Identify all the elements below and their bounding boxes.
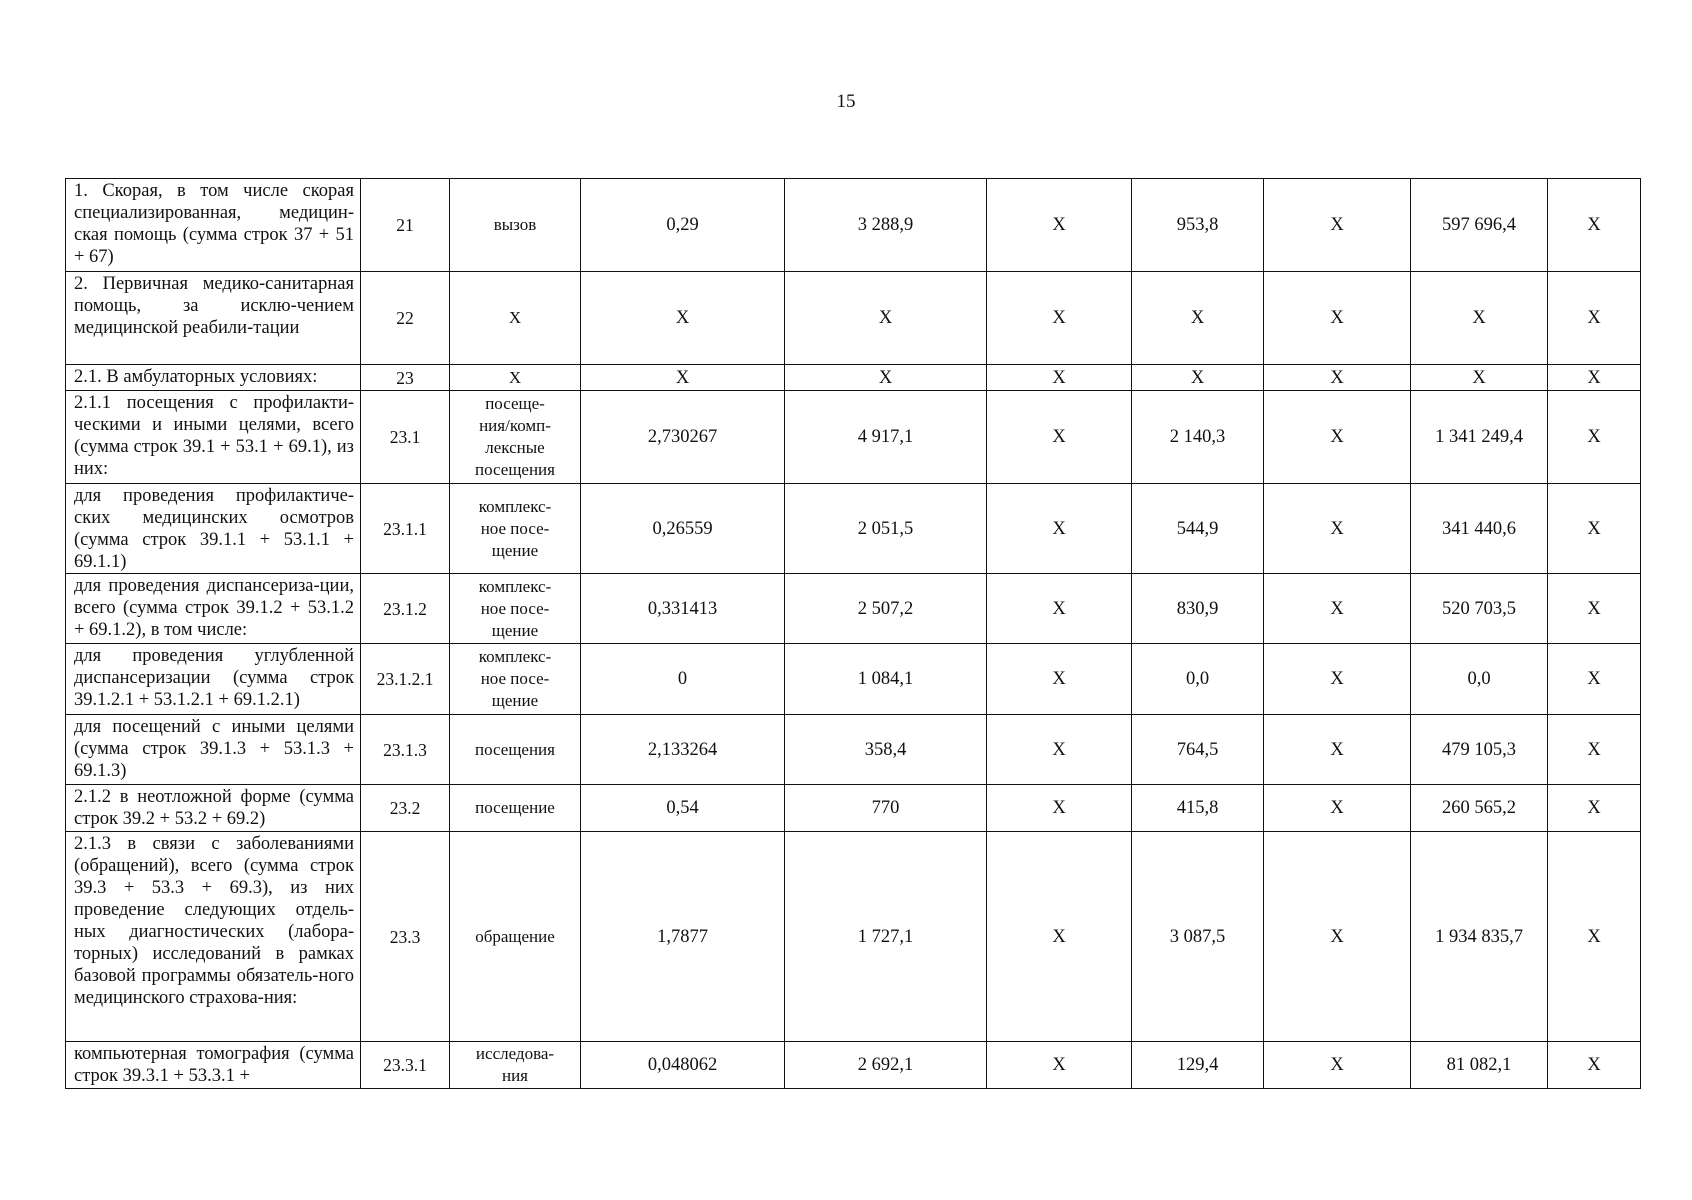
row-value-cell-v4: Х — [1132, 272, 1264, 365]
row-value-cell-v3: Х — [987, 785, 1132, 832]
row-value-cell-v7: Х — [1548, 484, 1641, 574]
row-value-cell-v4: 0,0 — [1132, 644, 1264, 715]
row-code-cell-code: 23.1.2 — [361, 574, 450, 644]
row-code-cell-code: 23 — [361, 365, 450, 391]
row-value-cell-v1: 0,048062 — [581, 1042, 785, 1089]
row-name-cell-name: для проведения профилактиче-ских медицинских осмотров (сумма строк 39.1.1 + 53.1.1 + 69.1.1) — [66, 484, 361, 574]
row-name-cell-name: для проведения углубленной диспансеризации (сумма строк 39.1.2.1 + 53.1.2.1 + 69.1.2.1) — [66, 644, 361, 715]
row-unit-cell-unit: обращение — [450, 832, 581, 1042]
row-value-cell-v5: Х — [1264, 272, 1411, 365]
row-value-cell-v7: Х — [1548, 785, 1641, 832]
row-value-cell-v3: Х — [987, 644, 1132, 715]
row-unit-cell-unit: Х — [450, 365, 581, 391]
row-value-cell-v4: 415,8 — [1132, 785, 1264, 832]
row-value-cell-v6: Х — [1411, 272, 1548, 365]
row-code-cell-code: 23.2 — [361, 785, 450, 832]
row-value-cell-v6: 597 696,4 — [1411, 179, 1548, 272]
row-value-cell-v1: 2,133264 — [581, 715, 785, 785]
row-value-cell-v2: 2 692,1 — [785, 1042, 987, 1089]
row-value-cell-v3: Х — [987, 1042, 1132, 1089]
row-name-cell-name: 1. Скорая, в том числе скорая специализированная, медицин-ская помощь (сумма строк 37 + 51 + 67) — [66, 179, 361, 272]
row-value-cell-v1: 0,331413 — [581, 574, 785, 644]
row-unit-cell-unit: посещения — [450, 715, 581, 785]
row-name-cell-name: 2. Первичная медико-санитарная помощь, за исклю-чением медицинской реабили-тации — [66, 272, 361, 365]
table-row — [66, 484, 1641, 574]
row-value-cell-v4: 2 140,3 — [1132, 391, 1264, 484]
row-value-cell-v6: 1 934 835,7 — [1411, 832, 1548, 1042]
row-value-cell-v1: Х — [581, 272, 785, 365]
row-value-cell-v5: Х — [1264, 484, 1411, 574]
row-value-cell-v2: Х — [785, 272, 987, 365]
row-value-cell-v6: 479 105,3 — [1411, 715, 1548, 785]
row-code-cell-code: 22 — [361, 272, 450, 365]
row-name-cell-name: для посещений с иными целями (сумма строк 39.1.3 + 53.1.3 + 69.1.3) — [66, 715, 361, 785]
row-value-cell-v3: Х — [987, 715, 1132, 785]
row-code-cell-code: 23.3.1 — [361, 1042, 450, 1089]
row-value-cell-v2: Х — [785, 365, 987, 391]
row-value-cell-v3: Х — [987, 574, 1132, 644]
row-value-cell-v2: 2 507,2 — [785, 574, 987, 644]
row-value-cell-v7: Х — [1548, 272, 1641, 365]
row-value-cell-v6: 81 082,1 — [1411, 1042, 1548, 1089]
row-value-cell-v7: Х — [1548, 179, 1641, 272]
row-unit-cell-unit: комплекс- ное посе- щение — [450, 644, 581, 715]
table-row — [66, 179, 1641, 272]
table-row — [66, 832, 1641, 1042]
row-value-cell-v6: 260 565,2 — [1411, 785, 1548, 832]
row-value-cell-v5: Х — [1264, 785, 1411, 832]
row-value-cell-v5: Х — [1264, 574, 1411, 644]
row-value-cell-v6: 0,0 — [1411, 644, 1548, 715]
row-value-cell-v2: 1 727,1 — [785, 832, 987, 1042]
row-value-cell-v7: Х — [1548, 365, 1641, 391]
row-name-cell-name: компьютерная томография (сумма строк 39.3.1 + 53.3.1 + — [66, 1042, 361, 1089]
row-value-cell-v5: Х — [1264, 391, 1411, 484]
row-value-cell-v2: 358,4 — [785, 715, 987, 785]
row-value-cell-v7: Х — [1548, 644, 1641, 715]
table-row — [66, 574, 1641, 644]
row-value-cell-v6: 520 703,5 — [1411, 574, 1548, 644]
row-value-cell-v7: Х — [1548, 574, 1641, 644]
row-value-cell-v5: Х — [1264, 179, 1411, 272]
row-name-cell-name: 2.1. В амбулаторных условиях: — [66, 365, 361, 391]
row-value-cell-v1: 0,26559 — [581, 484, 785, 574]
row-name-cell-name: 2.1.3 в связи с заболеваниями (обращений), всего (сумма строк 39.3 + 53.3 + 69.3), из них проведение следующих отдель-ных диагностических (лабора-торных) исследований в рамках базовой программы обязатель-ного медицинского страхова-ния: — [66, 832, 361, 1042]
row-value-cell-v4: 129,4 — [1132, 1042, 1264, 1089]
row-value-cell-v2: 1 084,1 — [785, 644, 987, 715]
row-value-cell-v5: Х — [1264, 365, 1411, 391]
row-value-cell-v1: 2,730267 — [581, 391, 785, 484]
row-value-cell-v7: Х — [1548, 715, 1641, 785]
table-row — [66, 644, 1641, 715]
row-value-cell-v6: 1 341 249,4 — [1411, 391, 1548, 484]
row-code-cell-code: 23.1.1 — [361, 484, 450, 574]
row-value-cell-v6: 341 440,6 — [1411, 484, 1548, 574]
table-row — [66, 391, 1641, 484]
row-value-cell-v4: 830,9 — [1132, 574, 1264, 644]
row-value-cell-v4: Х — [1132, 365, 1264, 391]
row-code-cell-code: 23.1.2.1 — [361, 644, 450, 715]
row-value-cell-v1: Х — [581, 365, 785, 391]
row-value-cell-v5: Х — [1264, 715, 1411, 785]
row-value-cell-v2: 3 288,9 — [785, 179, 987, 272]
row-unit-cell-unit: комплекс- ное посе- щение — [450, 484, 581, 574]
page-number: 15 — [836, 91, 856, 112]
row-value-cell-v3: Х — [987, 391, 1132, 484]
row-value-cell-v7: Х — [1548, 832, 1641, 1042]
row-value-cell-v1: 0,54 — [581, 785, 785, 832]
table-row — [66, 715, 1641, 785]
row-value-cell-v2: 770 — [785, 785, 987, 832]
row-value-cell-v5: Х — [1264, 1042, 1411, 1089]
row-value-cell-v2: 4 917,1 — [785, 391, 987, 484]
row-value-cell-v4: 764,5 — [1132, 715, 1264, 785]
row-code-cell-code: 21 — [361, 179, 450, 272]
row-name-cell-name: 2.1.1 посещения с профилакти-ческими и иными целями, всего (сумма строк 39.1 + 53.1 + 69.1), из них: — [66, 391, 361, 484]
row-value-cell-v1: 0,29 — [581, 179, 785, 272]
row-value-cell-v1: 1,7877 — [581, 832, 785, 1042]
row-name-cell-name: для проведения диспансериза-ции, всего (сумма строк 39.1.2 + 53.1.2 + 69.1.2), в том числе: — [66, 574, 361, 644]
row-value-cell-v5: Х — [1264, 832, 1411, 1042]
row-value-cell-v7: Х — [1548, 391, 1641, 484]
row-value-cell-v3: Х — [987, 832, 1132, 1042]
row-value-cell-v1: 0 — [581, 644, 785, 715]
row-value-cell-v3: Х — [987, 484, 1132, 574]
row-value-cell-v4: 544,9 — [1132, 484, 1264, 574]
row-value-cell-v6: Х — [1411, 365, 1548, 391]
row-value-cell-v5: Х — [1264, 644, 1411, 715]
row-code-cell-code: 23.3 — [361, 832, 450, 1042]
row-unit-cell-unit: исследова- ния — [450, 1042, 581, 1089]
table-row — [66, 272, 1641, 365]
table-row — [66, 785, 1641, 832]
row-unit-cell-unit: посещение — [450, 785, 581, 832]
row-value-cell-v3: Х — [987, 365, 1132, 391]
row-value-cell-v7: Х — [1548, 1042, 1641, 1089]
row-value-cell-v3: Х — [987, 179, 1132, 272]
table-row — [66, 1042, 1641, 1089]
row-value-cell-v4: 3 087,5 — [1132, 832, 1264, 1042]
row-unit-cell-unit: Х — [450, 272, 581, 365]
row-code-cell-code: 23.1 — [361, 391, 450, 484]
row-value-cell-v3: Х — [987, 272, 1132, 365]
table-row — [66, 365, 1641, 391]
data-table — [65, 178, 1641, 1089]
row-unit-cell-unit: вызов — [450, 179, 581, 272]
row-value-cell-v4: 953,8 — [1132, 179, 1264, 272]
row-name-cell-name: 2.1.2 в неотложной форме (сумма строк 39.2 + 53.2 + 69.2) — [66, 785, 361, 832]
row-value-cell-v2: 2 051,5 — [785, 484, 987, 574]
row-unit-cell-unit: посеще- ния/комп- лексные посещения — [450, 391, 581, 484]
row-code-cell-code: 23.1.3 — [361, 715, 450, 785]
row-unit-cell-unit: комплекс- ное посе- щение — [450, 574, 581, 644]
